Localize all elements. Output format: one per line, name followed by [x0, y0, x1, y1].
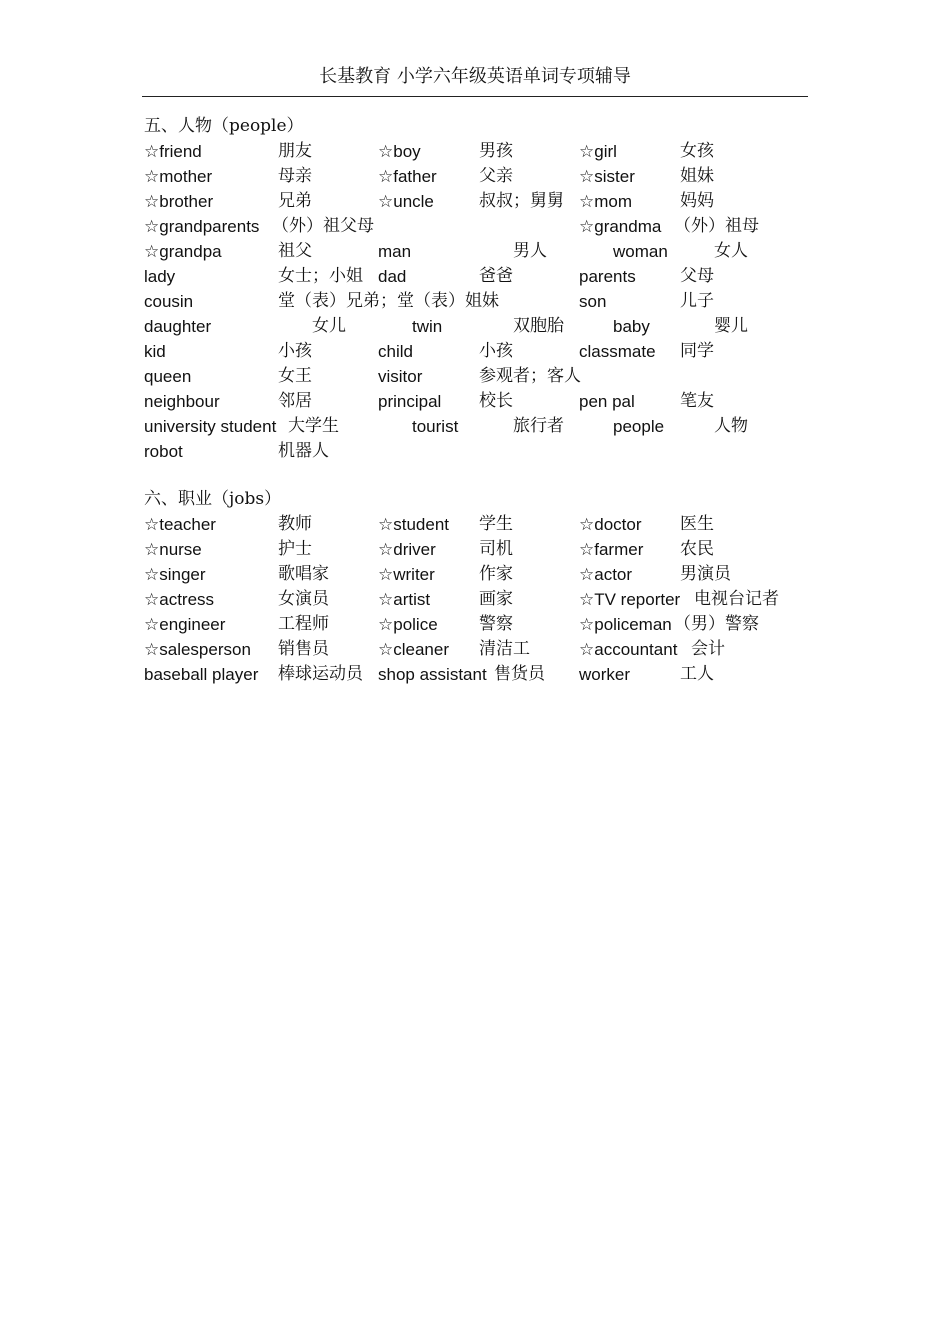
english-word: ☆TV reporter [579, 590, 681, 609]
english-word: ☆artist [378, 590, 431, 609]
chinese-meaning: 婴儿 [714, 316, 748, 336]
english-word: shop assistant [378, 665, 487, 684]
chinese-meaning: 父亲 [479, 166, 513, 186]
english-word: twin [412, 317, 443, 336]
english-word: ☆writer [378, 565, 435, 584]
chinese-meaning: 男人 [513, 241, 547, 261]
english-word: kid [144, 342, 166, 361]
english-word: man [378, 242, 412, 261]
word-row [144, 289, 844, 314]
chinese-meaning: 学生 [479, 514, 513, 534]
word-row [144, 512, 844, 537]
section-title-people: 五、人物（people） [144, 116, 304, 136]
english-word: baseball player [144, 665, 259, 684]
english-word: baby [613, 317, 650, 336]
jobs-section [144, 487, 844, 687]
chinese-meaning: 祖父 [278, 241, 312, 261]
english-word: parents [579, 267, 636, 286]
chinese-meaning: 女孩 [680, 141, 714, 161]
word-row [144, 339, 844, 364]
chinese-meaning: 会计 [691, 639, 725, 659]
english-word: pen pal [579, 392, 635, 411]
chinese-meaning: 农民 [680, 539, 714, 559]
header-title: 长基教育 小学六年级英语单词专项辅导 [319, 66, 631, 87]
chinese-meaning: 画家 [479, 589, 513, 609]
english-word: son [579, 292, 607, 311]
english-word: ☆accountant [579, 640, 678, 659]
chinese-meaning: 男孩 [479, 141, 513, 161]
chinese-meaning: 小孩 [479, 341, 513, 361]
chinese-meaning: 同学 [680, 341, 714, 361]
word-row [144, 612, 844, 637]
english-word: ☆engineer [144, 615, 226, 634]
english-word: ☆grandparents [144, 217, 260, 236]
word-row [144, 314, 844, 339]
word-row [144, 414, 844, 439]
english-word: ☆farmer [579, 540, 644, 559]
section-title-jobs: 六、职业（jobs） [144, 489, 282, 509]
chinese-meaning: 双胞胎 [513, 316, 564, 336]
chinese-meaning: 儿子 [680, 291, 714, 311]
english-word: ☆salesperson [144, 640, 251, 659]
chinese-meaning: 工人 [680, 664, 714, 684]
english-word: robot [144, 442, 183, 461]
chinese-meaning: 女儿 [312, 316, 346, 336]
chinese-meaning: 教师 [278, 514, 312, 534]
english-word: ☆friend [144, 142, 202, 161]
english-word: ☆brother [144, 192, 214, 211]
english-word: ☆mother [144, 167, 213, 186]
english-word: daughter [144, 317, 212, 336]
english-word: neighbour [144, 392, 220, 411]
english-word: ☆mom [579, 192, 633, 211]
english-word: ☆student [378, 515, 450, 534]
english-word: visitor [378, 367, 423, 386]
english-word: ☆teacher [144, 515, 216, 534]
chinese-meaning: 堂（表）兄弟；堂（表）姐妹 [278, 291, 499, 311]
word-row [144, 139, 844, 164]
word-row [144, 562, 844, 587]
word-row [144, 214, 844, 239]
chinese-meaning: 工程师 [278, 614, 329, 634]
english-word: ☆uncle [378, 192, 434, 211]
english-word: ☆father [378, 167, 437, 186]
word-row [144, 587, 844, 612]
chinese-meaning: 护士 [278, 539, 312, 559]
chinese-meaning: 母亲 [278, 166, 312, 186]
chinese-meaning: 售货员 [494, 664, 545, 684]
english-word: ☆grandpa [144, 242, 222, 261]
chinese-meaning: 参观者；客人 [479, 366, 581, 386]
page-header [142, 62, 808, 97]
english-word: ☆singer [144, 565, 206, 584]
word-row [144, 389, 844, 414]
chinese-meaning: 旅行者 [513, 416, 564, 436]
chinese-meaning: 女士；小姐 [278, 266, 363, 286]
chinese-meaning: 棒球运动员 [278, 664, 363, 684]
chinese-meaning: 销售员 [278, 639, 329, 659]
chinese-meaning: 父母 [680, 266, 714, 286]
chinese-meaning: 电视台记者 [694, 589, 779, 609]
people-word-list [144, 139, 844, 464]
english-word: ☆actor [579, 565, 633, 584]
chinese-meaning: 校长 [479, 391, 513, 411]
english-word: lady [144, 267, 176, 286]
word-row [144, 164, 844, 189]
english-word: classmate [579, 342, 656, 361]
chinese-meaning: 小孩 [278, 341, 312, 361]
chinese-meaning: 姐妹 [680, 166, 714, 186]
chinese-meaning: 兄弟 [278, 191, 312, 211]
chinese-meaning: 女演员 [278, 589, 329, 609]
english-word: ☆grandma [579, 217, 662, 236]
english-word: worker [579, 665, 631, 684]
english-word: ☆driver [378, 540, 436, 559]
chinese-meaning: 机器人 [278, 441, 329, 461]
chinese-meaning: 歌唱家 [278, 564, 329, 584]
english-word: ☆nurse [144, 540, 202, 559]
english-word: child [378, 342, 413, 361]
english-word: ☆doctor [579, 515, 642, 534]
word-row [144, 264, 844, 289]
english-word: ☆sister [579, 167, 635, 186]
chinese-meaning: 大学生 [288, 416, 339, 436]
word-row [144, 239, 844, 264]
english-word: queen [144, 367, 192, 386]
english-word: university student [144, 417, 277, 436]
chinese-meaning: 朋友 [278, 141, 312, 161]
english-word: dad [378, 267, 407, 286]
english-word: ☆actress [144, 590, 215, 609]
chinese-meaning: 女王 [278, 366, 312, 386]
english-word: ☆policeman [579, 615, 672, 634]
chinese-meaning: 女人 [714, 241, 748, 261]
word-row [144, 537, 844, 562]
chinese-meaning: （外）祖母 [674, 216, 759, 236]
word-row [144, 637, 844, 662]
chinese-meaning: 男演员 [680, 564, 731, 584]
english-word: ☆girl [579, 142, 617, 161]
english-word: principal [378, 392, 442, 411]
english-word: cousin [144, 292, 194, 311]
chinese-meaning: （外）祖父母 [272, 216, 374, 236]
english-word: tourist [412, 417, 459, 436]
english-word: ☆boy [378, 142, 421, 161]
people-section [144, 114, 844, 464]
chinese-meaning: 警察 [479, 614, 513, 634]
chinese-meaning: 笔友 [680, 391, 714, 411]
english-word: ☆police [378, 615, 438, 634]
chinese-meaning: 作家 [479, 564, 513, 584]
english-word: ☆cleaner [378, 640, 449, 659]
english-word: people [613, 417, 665, 436]
word-row [144, 189, 844, 214]
word-row [144, 662, 844, 687]
word-row [144, 439, 844, 464]
chinese-meaning: 爸爸 [479, 266, 513, 286]
chinese-meaning: （男）警察 [674, 614, 759, 634]
chinese-meaning: 医生 [680, 514, 714, 534]
chinese-meaning: 妈妈 [680, 191, 714, 211]
chinese-meaning: 司机 [479, 539, 513, 559]
jobs-word-list [144, 512, 844, 687]
chinese-meaning: 邻居 [278, 391, 312, 411]
english-word: woman [613, 242, 668, 261]
chinese-meaning: 人物 [714, 416, 748, 436]
chinese-meaning: 叔叔；舅舅 [479, 191, 564, 211]
chinese-meaning: 清洁工 [479, 639, 530, 659]
word-row [144, 364, 844, 389]
